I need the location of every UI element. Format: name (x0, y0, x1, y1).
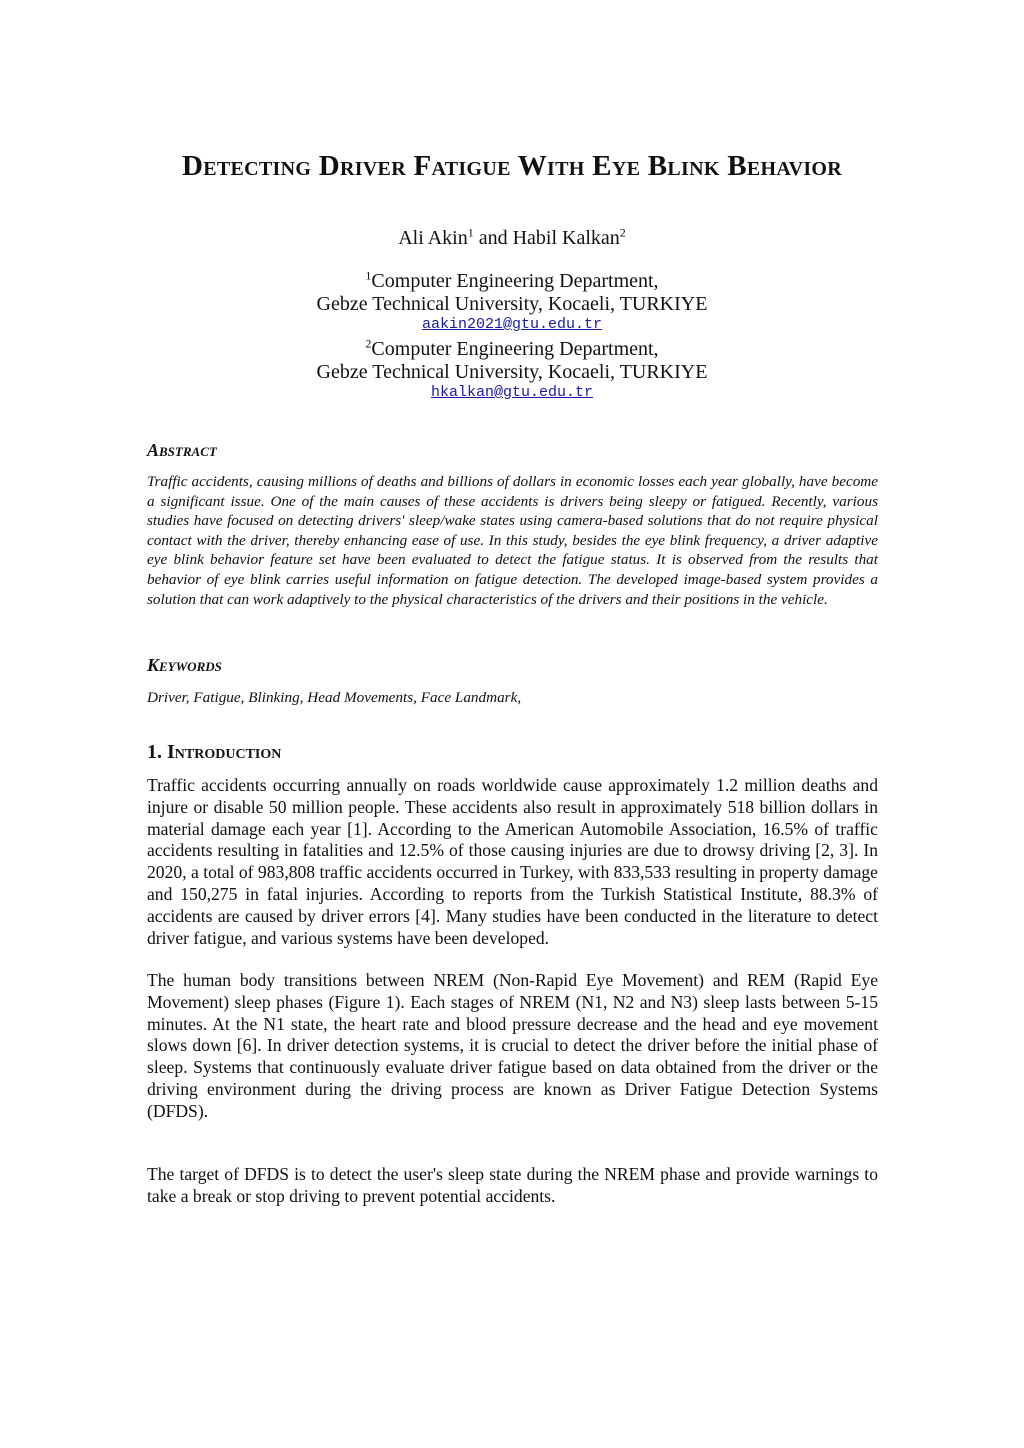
author-2-name: Habil Kalkan (512, 227, 620, 249)
affiliation-1 (100, 270, 924, 334)
introduction-paragraph-3: The target of DFDS is to detect the user's sleep state during the NREM phase and provide warnings to take a break or stop driving to prevent potential accidents. (147, 1164, 878, 1206)
affiliation-1-sup: 1 (365, 268, 372, 283)
author-line (100, 226, 924, 250)
affiliation-2 (100, 338, 924, 402)
keywords-heading: Keywords (147, 655, 222, 675)
introduction-paragraph-2: The human body transitions between NREM (Non-Rapid Eye Movement) and REM (Rapid Eye Movement) sleep phases (Figure 1). Each stages of NREM (N1, N2 and N3) sleep lasts between 5-15 minutes. At the N1 state, the heart rate and blood pressure decrease and the head and eye movement slows down [6]. In driver detection systems, it is crucial to detect the driver before the initial phase of sleep. Systems that continuously evaluate driver fatigue based on data obtained from the driver or the driving environment during the driving process are known as Driver Fatigue Detection Systems (DFDS). (147, 970, 878, 1121)
affiliation-1-department-text: Computer Engineering Department, (371, 270, 659, 292)
keywords-text: Driver, Fatigue, Blinking, Head Movements, Face Landmark, (147, 689, 522, 706)
paper-title: Detecting Driver Fatigue With Eye Blink Behavior (181, 150, 843, 182)
introduction-paragraph-1: Traffic accidents occurring annually on roads worldwide cause approximately 1.2 million deaths and injure or disable 50 million people. These accidents also result in approximately 518 billion dollars in material damage each year [1]. According to the American Automobile Association, 16.5% of traffic accidents resulting in fatalities and 12.5% of those causing injuries are due to drowsy driving [2, 3]. In 2020, a total of 983,808 traffic accidents occurred in Turkey, with 833,533 resulting in property damage and 150,275 in fatal injuries. According to reports from the Turkish Statistical Institute, 88.3% of accidents are caused by driver errors [4]. Many studies have been conducted in the literature to detect driver fatigue, and various systems have been developed. (147, 775, 878, 948)
affiliation-1-email-link[interactable]: aakin2021@gtu.edu.tr (421, 316, 603, 333)
author-connector: and (473, 227, 513, 249)
affiliation-2-institution: Gebze Technical University, Kocaeli, TURKIYE (316, 361, 708, 383)
author-1-name: Ali Akin (398, 227, 468, 249)
affiliation-2-sup: 2 (365, 336, 372, 351)
author-2-sup: 2 (619, 225, 626, 240)
introduction-heading: 1. Introduction (147, 741, 282, 763)
abstract-heading: Abstract (147, 440, 217, 460)
affiliation-2-email-link[interactable]: hkalkan@gtu.edu.tr (430, 384, 594, 401)
affiliation-2-department-text: Computer Engineering Department, (371, 338, 659, 360)
affiliation-2-department (100, 338, 924, 361)
affiliation-1-department (100, 270, 924, 293)
author-1-sup: 1 (467, 225, 474, 240)
abstract-text: Traffic accidents, causing millions of deaths and billions of dollars in economic losses each year globally, have become a significant issue. One of the main causes of these accidents is drivers being sleepy or fatigued. Recently, various studies have focused on detecting drivers' sleep/wake states using camera-based solutions that do not require physical contact with the driver, thereby enhancing ease of use. In this study, besides the eye blink frequency, a driver adaptive eye blink behavior feature set have been evaluated to detect the fatigue status. It is observed from the results that behavior of eye blink carries useful information on fatigue detection. The developed image-based system provides a solution that can work adaptively to the physical characteristics of the drivers and their positions in the vehicle. (147, 473, 878, 608)
affiliation-1-institution: Gebze Technical University, Kocaeli, TURKIYE (316, 293, 708, 315)
